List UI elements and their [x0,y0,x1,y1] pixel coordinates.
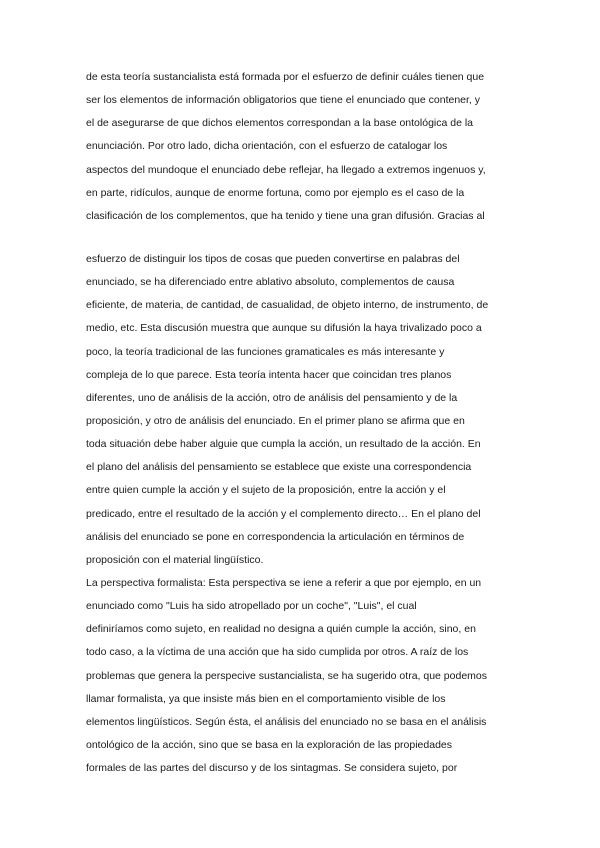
text-line: aspectos del mundoque el enunciado debe reflejar, ha llegado a extremos ingenuos y, [86,163,486,176]
text-line: elementos lingüísticos. Según ésta, el análisis del enunciado no se basa en el análisis [86,715,487,728]
text-line: el de asegurarse de que dichos elementos correspondan a la base ontológica de la [86,117,474,130]
text-line: problemas que genera la perspecive sustancialista, se ha sugerido otra, que podemos [86,669,487,682]
text-line: todo caso, a la víctima de una acción que ha sido cumplida por otros. A raíz de los [86,646,469,659]
text-line: enunciado como "Luis ha sido atropellado por un coche", "Luis", el cual [86,600,417,613]
text-line: toda situación debe haber alguie que cumpla la acción, un resultado de la acción. En [86,438,481,451]
text-line: clasificación de los complementos, que ha tenido y tiene una gran difusión. Gracias al [86,209,485,222]
text-line: compleja de lo que parece. Esta teoría intenta hacer que coincidan tres planos [86,368,452,381]
text-line: medio, etc. Esta discusión muestra que aunque su difusión la haya trivalizado poco a [86,322,482,335]
text-line: predicado, entre el resultado de la acción y el complemento directo… En el plano del [86,507,481,520]
text-line: el plano del análisis del pensamiento se establece que existe una correspondencia [86,461,472,474]
text-line: poco, la teoría tradicional de las funciones gramaticales es más interesante y [86,345,445,358]
text-line: ser los elementos de información obligatorios que tiene el enunciado que contener, y [86,94,481,107]
text-line: ontológico de la acción, sino que se basa en la exploración de las propiedades [86,738,453,751]
paragraph-complements-classification [86,248,526,780]
paragraph-substantialist-theory [86,66,526,228]
text-line: formales de las partes del discurso y de los sintagmas. Se considera sujeto, por [86,762,458,775]
text-line: entre quien cumple la acción y el sujeto de la proposición, entre la acción y el [86,484,446,497]
text-line: proposición con el material lingüístico. [86,553,264,566]
text-line: La perspectiva formalista: Esta perspectiva se iene a referir a que por ejemplo, en un [86,576,482,589]
text-line: enunciación. Por otro lado, dicha orientación, con el esfuerzo de catalogar los [86,140,448,153]
text-line: llamar formalista, ya que insiste más bien en el comportamiento visible de los [86,692,446,705]
text-line: análisis del enunciado se pone en correspondencia la articulación en términos de [86,530,465,543]
text-line: proposición, y otro de análisis del enunciado. En el primer plano se afirma que en [86,414,465,427]
text-line: esfuerzo de distinguir los tipos de cosas que pueden convertirse en palabras del [86,253,460,265]
text-line: enunciado, se ha diferenciado entre ablativo absoluto, complementos de causa [86,276,455,289]
text-line: de esta teoría sustancialista está formada por el esfuerzo de definir cuáles tienen que [86,71,485,83]
text-line: definiríamos como sujeto, en realidad no designa a quién cumple la acción, sino, en [86,623,476,636]
text-line: diferentes, uno de análisis de la acción, otro de análisis del pensamiento y de la [86,391,458,404]
text-line: en parte, ridículos, aunque de enorme fortuna, como por ejemplo es el caso de la [86,186,465,199]
text-line: eficiente, de materia, de cantidad, de casualidad, de objeto interno, de instrumento, de [86,299,489,312]
